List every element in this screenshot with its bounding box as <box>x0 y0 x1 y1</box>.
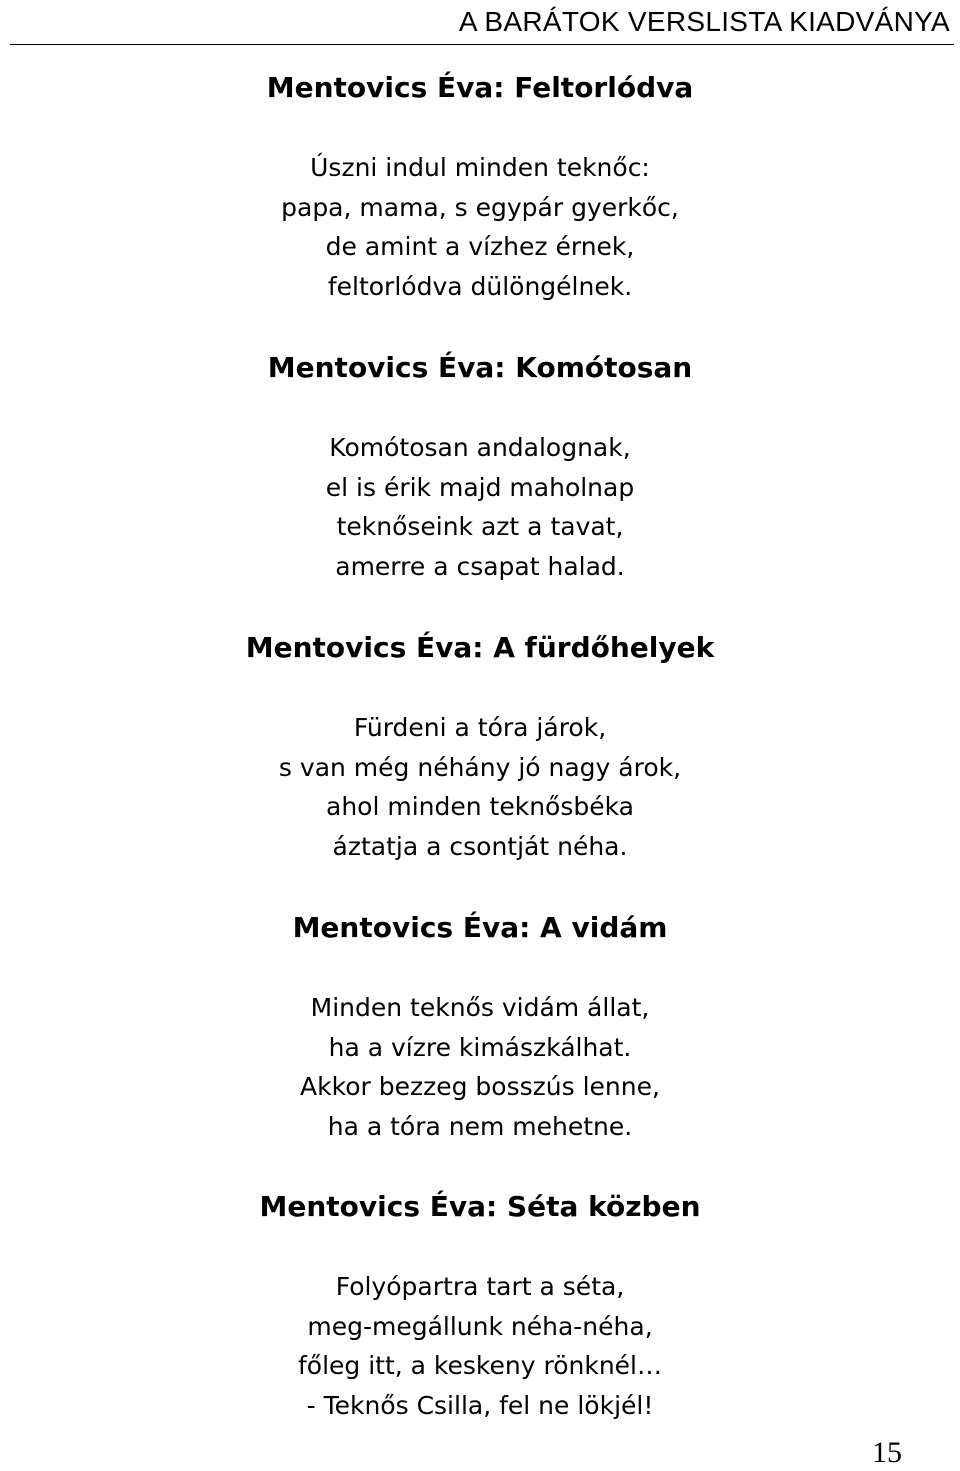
poem-line: feltorlódva dülöngélnek. <box>327 271 633 301</box>
poem-line: ha a vízre kimászkálhat. <box>328 1032 632 1062</box>
poem-line: Akkor bezzeg bosszús lenne, <box>300 1072 660 1101</box>
poem-line: áztatja a csontját néha. <box>332 831 628 861</box>
page-header <box>0 0 960 46</box>
poem-line: s van még néhány jó nagy árok, <box>278 752 682 782</box>
poem-feltorlodva <box>0 68 960 306</box>
poem-line: de amint a vízhez érnek, <box>325 232 635 261</box>
poem-line: papa, mama, s egypár gyerkőc, <box>281 192 679 222</box>
poem-line: amerre a csapat halad. <box>335 551 625 581</box>
poem-line: - Teknős Csilla, fel ne lökjél! <box>306 1390 654 1420</box>
poem-line: ha a tóra nem mehetne. <box>327 1111 633 1141</box>
poem-seta-kozben <box>0 1187 960 1425</box>
poem-line: Fürdeni a tóra járok, <box>353 713 607 742</box>
poem-line: Úszni indul minden teknőc: <box>310 153 650 182</box>
poem-stanza <box>0 148 960 306</box>
poem-stanza <box>0 988 960 1146</box>
poem-line: el is érik majd maholnap <box>325 472 635 502</box>
poem-a-vidam <box>0 908 960 1146</box>
poem-title: Mentovics Éva: Séta közben <box>259 1190 701 1223</box>
poem-stanza <box>0 1267 960 1425</box>
poem-title: Mentovics Éva: A fürdőhelyek <box>245 631 715 664</box>
poem-komotosan <box>0 348 960 586</box>
poem-line: meg-megállunk néha-néha, <box>307 1311 653 1341</box>
poem-stanza <box>0 708 960 866</box>
poem-title: Mentovics Éva: A vidám <box>292 911 668 944</box>
publication-title: A BARÁTOK VERSLISTA KIADVÁNYA <box>458 6 950 37</box>
poem-title: Mentovics Éva: Komótosan <box>267 351 693 384</box>
poem-line: Komótosan andalognak, <box>329 433 631 462</box>
header-rule <box>10 44 954 45</box>
poem-stanza <box>0 428 960 586</box>
poem-title: Mentovics Éva: Feltorlódva <box>266 71 694 104</box>
poem-line: Folyópartra tart a séta, <box>335 1272 625 1301</box>
poem-line: főleg itt, a keskeny rönknél… <box>297 1351 662 1380</box>
poem-a-furdohelyek <box>0 628 960 866</box>
page-number: 15 <box>872 1436 902 1469</box>
poem-line: ahol minden teknősbéka <box>326 792 634 821</box>
poem-line: Minden teknős vidám állat, <box>310 993 650 1022</box>
poem-line: teknőseink azt a tavat, <box>336 512 624 541</box>
